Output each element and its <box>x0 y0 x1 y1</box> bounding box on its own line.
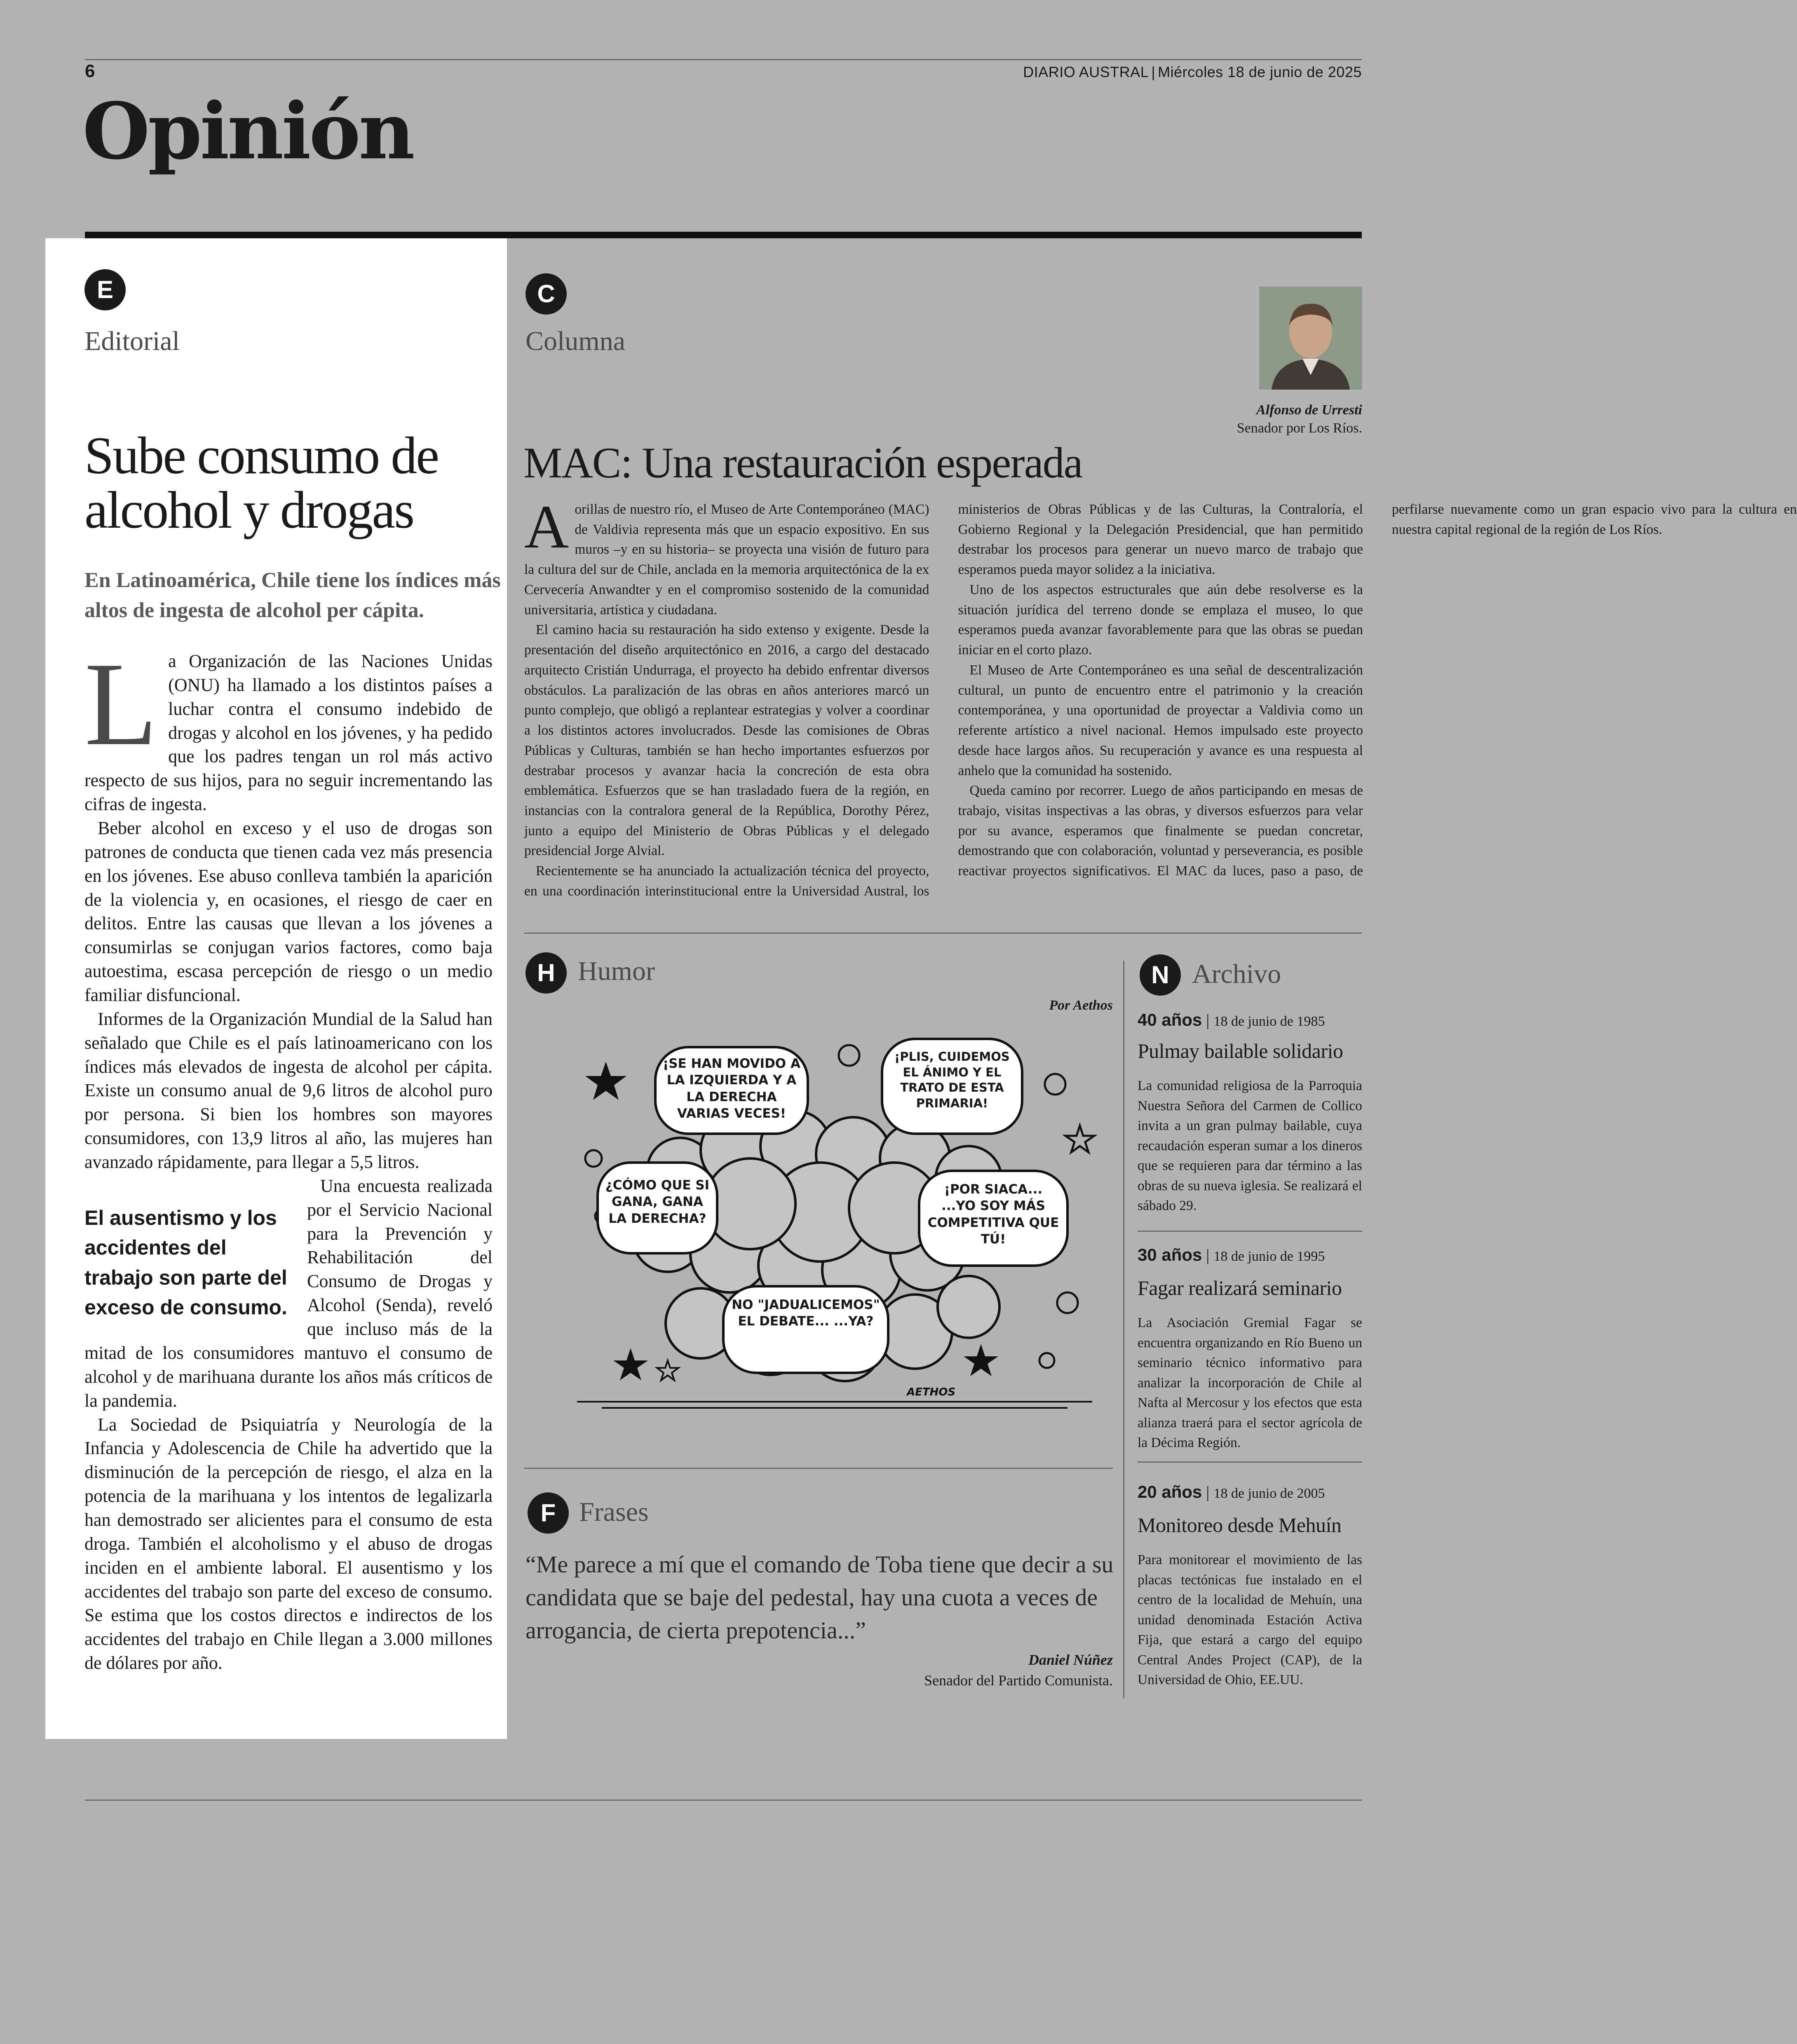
author-photo <box>1259 287 1362 390</box>
frases-quote: “Me parece a mí que el comando de Toba tiene que decir a su candidata que se baje del pedestal, hay una cuota a veces de arrogancia, de cierta prepotencia...” <box>525 1551 1114 1644</box>
author-portrait-illustration <box>1259 287 1362 390</box>
frases-author: Daniel Núñez <box>1028 1652 1113 1668</box>
masthead <box>1023 63 1362 81</box>
cartoon-bubble-text: ¡POR SIACA... ...YO SOY MÁS COMPETITIVA QUE TÚ! <box>927 1182 1059 1247</box>
cartoon-star <box>657 1360 678 1380</box>
columna-paragraph: Queda camino por recorrer. Luego de años participando en mesas de trabajo, visitas inspectivas a las obras, y diversos esfuerzos para velar por su avance, esperamos que finalmente se puedan concretar, demostrando que con colaboración, voluntad y perseverancia, es posible reactivar proyectos significativos. El MAC da luces, paso a paso, de perfilarse nuevamente como un gran espacio vivo para la cultura en nuestra capital regional de la región de Los Ríos. <box>958 502 1797 879</box>
columna-paragraph: Recientemente se ha anunciado la actualización técnica del proyecto, en una coordinación interinstitucional entre la Universidad Austral, los ministerios de Obras Públicas y de las Culturas, la Contraloría, el Gobierno Regional y la Delegación Presidencial, que han permitido destrabar los procesos para generar un nuevo marco de trabajo que esperamos pueda mayor solidez a la iniciativa. <box>524 502 1363 899</box>
columna-label: Columna <box>525 326 625 356</box>
cartoon-bubble-text: ¡PLIS, CUIDEMOS EL ÁNIMO Y EL TRATO DE ESTA PRIMARIA! <box>894 1050 1010 1111</box>
frases-badge: F <box>528 1492 569 1534</box>
editorial-label: Editorial <box>84 326 180 356</box>
humor-bottom-rule <box>524 1468 1113 1469</box>
editorial-body <box>84 638 493 1675</box>
issue-date: Miércoles 18 de junio de 2025 <box>1158 63 1362 80</box>
columna-paragraph: Aorillas de nuestro río, el Museo de Arte Contemporáneo (MAC) de Valdivia representa más que un espacio expositivo. En sus muros –y en su historia– se proyecta una visión de futuro para la cultura del sur de Chile, anclada en la memoria arquitectónica de la ex Cervecería Anwandter y en el compromiso sostenido de la comunidad universitaria, artística y ciudadana. <box>524 493 929 618</box>
archivo-item-title: Fagar realizará seminario <box>1138 1276 1342 1299</box>
footer-rule <box>85 1800 1362 1801</box>
columna-paragraph: Uno de los aspectos estructurales que aún debe resolverse es la situación jurídica del terreno donde se emplaza el museo, lo que esperamos pueda avanzar favorablemente para que las obras se puedan iniciar en el corto plazo. <box>958 582 1363 658</box>
cartoon-bubble-text: ¡SE HAN MOVIDO A LA IZQUIERDA Y A LA DERECHA VARIAS VECES! <box>663 1056 800 1121</box>
columna-body <box>524 493 1797 920</box>
editorial-subhead: En Latinoamérica, Chile tiene los índices más altos de ingesta de alcohol per cápita. <box>84 569 501 622</box>
cartoon-star <box>585 1062 626 1100</box>
columna-badge: C <box>525 273 567 315</box>
archivo-separator: | <box>1206 1483 1210 1501</box>
masthead-separator: | <box>1151 63 1156 80</box>
cartoon-bubble-text: NO "JADUALICEMOS" EL DEBATE... ...YA? <box>732 1297 880 1329</box>
archivo-item-title: Monitoreo desde Mehuín <box>1138 1513 1342 1537</box>
archivo-item-years: 20 años | 18 de junio de 2005 <box>1138 1482 1325 1501</box>
editorial-paragraph: Informes de la Organización Mundial de la Salud han señalado que Chile es el país latinoamericano con los índices más elevados de ingesta de alcohol per cápita. Existe un consumo anual de 9,6 litros de alcohol puro por persona. Si bien los hombres son mayores consumidores, con 13,9 litros al año, las mujeres han avanzado rápidamente, para llegar a 5,5 litros. <box>84 1008 493 1172</box>
editorial-paragraph: Beber alcohol en exceso y el uso de drogas son patrones de conducta que tienen cada vez más presencia en los jóvenes. Ese abuso conlleva también la aparición de la violencia y, en ocasiones, el riesgo de caer en delitos. Entre las causas que llevan a los jóvenes a consumirlas se conjugan varios factores, como baja autoestima, escasa percepción de riesgo o un medio familiar disfuncional. <box>84 818 493 1006</box>
archivo-separator: | <box>1206 1011 1210 1029</box>
archivo-badge: N <box>1140 954 1181 996</box>
newspaper-name: DIARIO AUSTRAL <box>1023 63 1149 80</box>
columna-headline: MAC: Una restauración esperada <box>523 439 1082 487</box>
editorial-paragraph: La Organización de las Naciones Unidas (ONU) ha llamado a los distintos países a luchar contra el consumo indebido de drogas y alcohol en los jóvenes, y ha pedido que los padres tengan un rol más activo respecto de sus hijos, para no seguir incrementando las cifras de ingesta. <box>84 638 493 815</box>
columna-paragraph: El Museo de Arte Contemporáneo es una señal de descentralización cultural, un punto de encuentro entre el patrimonio y la creación contemporánea, y una oportunidad de proyectar a Valdivia como un referente artístico a nivel nacional. Hemos impulsado este proyecto desde hace largos años. Su recuperación y avance es una respuesta al anhelo que la comunidad ha sostenido. <box>958 662 1363 778</box>
archivo-item-rule <box>1138 1461 1362 1463</box>
archivo-item-title: Pulmay bailable solidario <box>1138 1039 1343 1062</box>
editorial-pullquote: El ausentismo y los accidentes del trabajo son parte del exceso de consumo. <box>84 1206 287 1319</box>
archivo-item-years: 30 años | 18 de junio de 1995 <box>1138 1245 1325 1264</box>
humor-credit: Por Aethos <box>1049 998 1113 1013</box>
archivo-separator: | <box>1206 1246 1210 1264</box>
columna-bottom-rule <box>524 933 1362 934</box>
header-thick-rule <box>85 232 1362 238</box>
section-title: Opinión <box>82 86 413 177</box>
frases-label: Frases <box>579 1497 649 1527</box>
editorial-badge: E <box>84 269 126 310</box>
cartoon-bubble-text: ¿CÓMO QUE SI GANA, GANA LA DERECHA? <box>605 1178 710 1226</box>
archivo-divider <box>1123 961 1124 1699</box>
humor-label: Humor <box>578 956 655 986</box>
columna-paragraph: El camino hacia su restauración ha sido extenso y exigente. Desde la presentación del diseño arquitectónico en 2016, a cargo del destacado arquitecto Cristián Undurraga, el proyecto ha debido enfrentar diversos obstáculos. La paralización de las obras en años anteriores marcó un punto complejo, que obligó a replantear estrategias y volver a coordinar a los distintos actores involucrados. Desde las comisiones de Obras Públicas y Culturas, también se han hecho importantes esfuerzos por destrabar procesos y avanzar hacia la concreción de esta obra emblemática. Esfuerzos que se han trasladado fuera de la región, en instancias con la contralora general de la República, Dorothy Pérez, junto a equipo del Ministerio de Obras Públicas y el delegado presidencial Jorge Alvial. <box>524 622 929 859</box>
editorial-headline: Sube consumo de alcohol y drogas <box>84 426 438 539</box>
header-top-rule <box>85 59 1362 60</box>
archivo-item-body: La Asociación Gremial Fagar se encuentra organizando en Río Bueno un seminario técnico informativo para analizar la incorporación de Chile al Nafta al Mercosur y los efectos que esta alianza traerá para el sector agrícola de la Décima Región. <box>1138 1315 1362 1451</box>
cartoon-star <box>613 1348 648 1380</box>
archivo-label: Archivo <box>1192 959 1281 989</box>
archivo-item-rule <box>1138 1231 1362 1232</box>
humor-cartoon <box>565 1022 1105 1418</box>
page-number: 6 <box>85 61 95 81</box>
archivo-item-years: 40 años | 18 de junio de 1985 <box>1138 1010 1325 1029</box>
cartoon-signature: AETHOS <box>907 1386 956 1398</box>
columna-author-name: Alfonso de Urresti <box>1256 402 1362 418</box>
columna-author-role: Senador por Los Ríos. <box>1236 421 1362 436</box>
columna-dropcap: A <box>524 493 569 561</box>
editorial-paragraph: Una encuesta realizada por el Servicio Nacional para la Prevención y Rehabilitación del Consumo de Drogas y Alcohol (Senda), reveló que incluso más de la mitad de los consumidores mantuvo el consumo de alcohol y de marihuana durante los años más críticos de la pandemia. <box>84 1175 493 1411</box>
cartoon-star <box>964 1344 998 1376</box>
frases-author-role: Senador del Partido Comunista. <box>924 1672 1113 1689</box>
humor-badge: H <box>525 952 567 994</box>
cartoon-ground <box>577 1402 1092 1408</box>
editorial-paragraph: La Sociedad de Psiquiatría y Neurología de la Infancia y Adolescencia de Chile ha advertido que la disminución de la percepción de riesgo, el alza en la potencia de la marihuana y los intentos de legalizarla han demostrado ser alicientes para el consumo de esta droga. También el alcoholismo y el abuso de drogas inciden en el ambiente laboral. El ausentismo y los accidentes del trabajo son parte del exceso de consumo. Se estima que los costos directos e indirectos de los accidentes del trabajo en Chile llegan a 3.000 millones de dólares por año. <box>84 1414 493 1673</box>
cartoon-star <box>1065 1125 1094 1152</box>
editorial-dropcap: L <box>84 638 158 770</box>
archivo-item-body: La comunidad religiosa de la Parroquia Nuestra Señora del Carmen de Collico invita a un gran pulmay bailable, cuya recaudación esperan sumar a los dineros que se requieren para dar término a las obras de su nueva iglesia. Se realizará el sábado 29. <box>1138 1078 1362 1214</box>
archivo-item-body: Para monitorear el movimiento de las placas tectónicas fue instalado en el centro de la localidad de Mehuín, una unidad denominada Estación Activa Fija, que estará a cargo del equipo Central Andes Project (CAP), de la Universidad de Ohio, EE.UU. <box>1138 1552 1362 1688</box>
